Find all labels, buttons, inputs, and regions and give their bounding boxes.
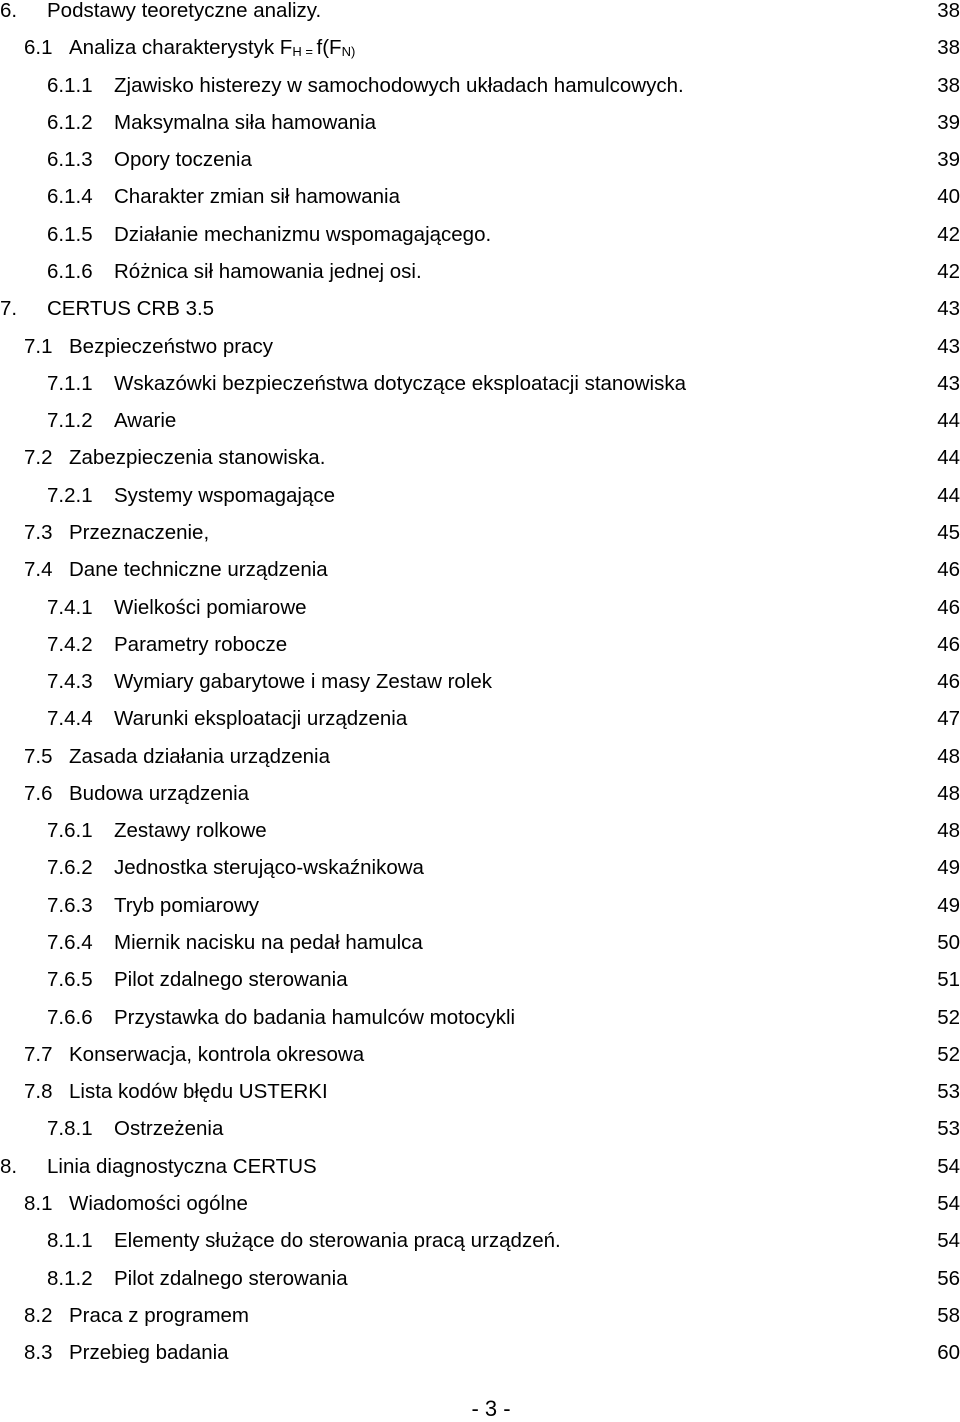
toc-entry[interactable] xyxy=(0,108,960,138)
toc-entry-title-part: Analiza charakterystyk F xyxy=(69,36,293,60)
toc-entry[interactable] xyxy=(0,1301,960,1331)
toc-entry-number: 7.4 xyxy=(24,558,53,582)
toc-entry-title: Zjawisko histerezy w samochodowych układach hamulcowych. xyxy=(114,73,684,97)
toc-entry-number: 7.6.6 xyxy=(47,1005,93,1029)
toc-entry[interactable] xyxy=(0,555,960,585)
toc-entry[interactable] xyxy=(0,443,960,473)
toc-entry-number: 7.4.4 xyxy=(47,707,93,731)
toc-entry-page: 46 xyxy=(937,595,960,619)
toc-entry-page: 51 xyxy=(937,968,960,992)
toc-entry-page: 43 xyxy=(937,297,960,321)
toc-entry-page: 49 xyxy=(937,893,960,917)
toc-entry-page: 44 xyxy=(937,409,960,433)
toc-entry-number: 6.1.5 xyxy=(47,222,93,246)
toc-entry-number: 8. xyxy=(0,1154,18,1178)
toc-entry-title: Lista kodów błędu USTERKI xyxy=(69,1080,328,1104)
toc-entry-number: 8.3 xyxy=(24,1341,53,1365)
toc-entry-page: 46 xyxy=(937,632,960,656)
toc-entry-page: 54 xyxy=(937,1192,960,1215)
toc-entry[interactable] xyxy=(0,1003,960,1033)
toc-entry-title: Ostrzeżenia xyxy=(114,1117,224,1141)
toc-entry-page: 47 xyxy=(937,707,960,731)
toc-entry-title: Warunki eksploatacji urządzenia xyxy=(114,707,408,731)
toc-entry-title: Wielkości pomiarowe xyxy=(114,595,307,619)
toc-entry[interactable] xyxy=(0,965,960,995)
toc-entry-title: Konserwacja, kontrola okresowa xyxy=(69,1042,365,1066)
toc-entry-title: Opory toczenia xyxy=(114,148,252,172)
toc-entry-title: Maksymalna siła hamowania xyxy=(114,110,377,134)
toc-entry-page: 43 xyxy=(937,371,960,395)
toc-entry[interactable] xyxy=(0,33,960,63)
toc-entry[interactable] xyxy=(0,891,960,921)
toc-entry-title: Charakter zmian sił hamowania xyxy=(114,185,400,209)
toc-entry-page: 53 xyxy=(937,1080,960,1104)
toc-entry-number: 8.2 xyxy=(24,1303,53,1327)
toc-entry[interactable] xyxy=(0,1040,960,1070)
toc-entry-number: 7.6.4 xyxy=(47,931,93,954)
toc-entry-title: Budowa urządzenia xyxy=(69,781,250,805)
toc-entry-title: Linia diagnostyczna CERTUS xyxy=(47,1154,317,1178)
toc-entry-title-part: f(F xyxy=(316,36,342,60)
toc-entry-title: Wiadomości ogólne xyxy=(69,1192,248,1215)
toc-entry[interactable] xyxy=(0,257,960,287)
toc-entry-title: Przystawka do badania hamulców motocykli xyxy=(114,1005,516,1029)
toc-entry-title: Zasada działania urządzenia xyxy=(69,744,330,768)
toc-entry-page: 38 xyxy=(937,36,960,60)
toc-entry-number: 6.1.3 xyxy=(47,148,93,172)
toc-entry-page: 48 xyxy=(937,744,960,768)
toc-entry-title: CERTUS CRB 3.5 xyxy=(47,297,215,321)
toc-entry-title: Systemy wspomagające xyxy=(114,483,336,507)
toc-entry-page: 38 xyxy=(937,73,960,97)
toc-entry[interactable] xyxy=(0,1152,960,1182)
toc-entry-number: 6. xyxy=(0,0,18,22)
toc-entry[interactable] xyxy=(0,667,960,697)
toc-entry-page: 54 xyxy=(937,1229,960,1253)
toc-entry-page: 38 xyxy=(937,0,960,22)
toc-entry-number: 6.1.2 xyxy=(47,110,93,134)
toc-entry-page: 49 xyxy=(937,856,960,880)
toc-entry[interactable] xyxy=(0,294,960,324)
toc-entry-number: 7.6.1 xyxy=(47,819,93,843)
toc-entry-title: Zabezpieczenia stanowiska. xyxy=(69,446,326,470)
toc-entry[interactable] xyxy=(0,1226,960,1256)
toc-entry-page: 40 xyxy=(937,185,960,209)
toc-entry-title: Awarie xyxy=(114,409,177,433)
toc-entry-number: 8.1.2 xyxy=(47,1266,93,1290)
toc-entry-page: 46 xyxy=(937,670,960,693)
page-number-footer xyxy=(0,1396,960,1422)
toc-entry[interactable] xyxy=(0,481,960,511)
toc-entry-page: 44 xyxy=(937,483,960,507)
toc-entry-number: 6.1.4 xyxy=(47,185,93,209)
toc-entry-number: 7.4.1 xyxy=(47,595,93,619)
toc-entry-title xyxy=(69,33,355,67)
toc-entry-page: 42 xyxy=(937,222,960,246)
toc-entry[interactable] xyxy=(0,1077,960,1107)
toc-entry-number: 7.6.5 xyxy=(47,968,93,992)
toc-entry-page: 48 xyxy=(937,819,960,843)
toc-entry-title: Wymiary gabarytowe i masy Zestaw rolek xyxy=(114,670,493,693)
toc-entry-title: Miernik nacisku na pedał hamulca xyxy=(114,931,423,954)
toc-entry[interactable] xyxy=(0,220,960,250)
toc-entry[interactable] xyxy=(0,369,960,399)
toc-entry[interactable] xyxy=(0,630,960,660)
toc-entry-page: 53 xyxy=(937,1117,960,1141)
toc-entry-number: 7. xyxy=(0,297,18,321)
toc-entry-title: Działanie mechanizmu wspomagającego. xyxy=(114,222,492,246)
toc-entry-title: Tryb pomiarowy xyxy=(114,893,260,917)
toc-entry-title: Dane techniczne urządzenia xyxy=(69,558,328,582)
toc-entry[interactable] xyxy=(0,182,960,212)
toc-entry-page: 44 xyxy=(937,446,960,470)
toc-entry[interactable] xyxy=(0,332,960,362)
toc-entry[interactable] xyxy=(0,816,960,846)
toc-entry-title: Różnica sił hamowania jednej osi. xyxy=(114,260,422,283)
toc-entry-number: 7.8 xyxy=(24,1080,53,1104)
toc-entry[interactable] xyxy=(0,145,960,175)
toc-entry-title: Parametry robocze xyxy=(114,632,288,656)
toc-entry[interactable] xyxy=(0,779,960,809)
toc-entry[interactable] xyxy=(0,1264,960,1294)
toc-entry-number: 7.5 xyxy=(24,744,53,768)
toc-entry-page: 50 xyxy=(937,931,960,954)
toc-entry[interactable] xyxy=(0,928,960,958)
toc-entry[interactable] xyxy=(0,1189,960,1219)
toc-entry-page: 56 xyxy=(937,1266,960,1290)
toc-entry-number: 7.8.1 xyxy=(47,1117,93,1141)
toc-entry-title: Przebieg badania xyxy=(69,1341,229,1365)
toc-entry-page: 39 xyxy=(937,110,960,134)
toc-entry-page: 60 xyxy=(937,1341,960,1365)
toc-entry-title-part: N) xyxy=(341,44,356,60)
page-number: - 3 - xyxy=(471,1396,511,1421)
toc-entry-title: Bezpieczeństwo pracy xyxy=(69,334,273,358)
toc-entry-page: 52 xyxy=(937,1005,960,1029)
toc-entry-number: 7.6.3 xyxy=(47,893,93,917)
toc-entry-number: 7.7 xyxy=(24,1042,53,1066)
toc-entry-page: 39 xyxy=(937,148,960,172)
toc-entry[interactable] xyxy=(0,704,960,734)
toc-entry-number: 7.3 xyxy=(24,520,53,544)
toc-entry-page: 45 xyxy=(937,520,960,544)
toc-entry-title: Przeznaczenie, xyxy=(69,520,210,544)
toc-entry[interactable] xyxy=(0,1338,960,1368)
toc-entry-number: 7.6.2 xyxy=(47,856,93,880)
toc-entry[interactable] xyxy=(0,0,960,26)
toc-entry-title: Praca z programem xyxy=(69,1303,250,1327)
toc-entry-title: Zestawy rolkowe xyxy=(114,819,267,843)
toc-entry-page: 48 xyxy=(937,781,960,805)
toc-entry-number: 8.1.1 xyxy=(47,1229,93,1253)
toc-entry-number: 7.6 xyxy=(24,781,53,805)
toc-entry-page: 54 xyxy=(937,1154,960,1178)
toc-entry[interactable] xyxy=(0,71,960,101)
toc-entry-number: 6.1 xyxy=(24,36,53,60)
toc-entry-number: 7.1.2 xyxy=(47,409,93,433)
toc-entry-title: Elementy służące do sterowania pracą urządzeń. xyxy=(114,1229,561,1253)
toc-entry[interactable] xyxy=(0,742,960,772)
toc-entry-title: Jednostka sterująco-wskaźnikowa xyxy=(114,856,424,880)
toc-entry-title: Pilot zdalnego sterowania xyxy=(114,1266,348,1290)
toc-entry-number: 7.1.1 xyxy=(47,371,93,395)
toc-entry-page: 46 xyxy=(937,558,960,582)
toc-entry-number: 7.2 xyxy=(24,446,53,470)
toc-entry-number: 7.2.1 xyxy=(47,483,93,507)
toc-entry-page: 58 xyxy=(937,1303,960,1327)
toc-entry[interactable] xyxy=(0,518,960,548)
toc-entry-number: 6.1.6 xyxy=(47,260,93,283)
toc-entry-number: 6.1.1 xyxy=(47,73,93,97)
toc-entry-number: 7.1 xyxy=(24,334,53,358)
toc-entry-number: 8.1 xyxy=(24,1192,53,1215)
toc-entry[interactable] xyxy=(0,1114,960,1144)
toc-entry-page: 43 xyxy=(937,334,960,358)
toc-entry[interactable] xyxy=(0,406,960,436)
toc-entry[interactable] xyxy=(0,853,960,883)
toc-entry-title-part: H = xyxy=(292,44,317,60)
toc-entry-title: Wskazówki bezpieczeństwa dotyczące eksploatacji stanowiska xyxy=(114,371,686,395)
toc-entry[interactable] xyxy=(0,593,960,623)
toc-entry-page: 52 xyxy=(937,1042,960,1066)
toc-entry-title: Pilot zdalnego sterowania xyxy=(114,968,348,992)
toc-entry-title: Podstawy teoretyczne analizy. xyxy=(47,0,322,22)
toc-entry-page: 42 xyxy=(937,260,960,283)
toc-entry-number: 7.4.3 xyxy=(47,670,93,693)
toc-entry-number: 7.4.2 xyxy=(47,632,93,656)
